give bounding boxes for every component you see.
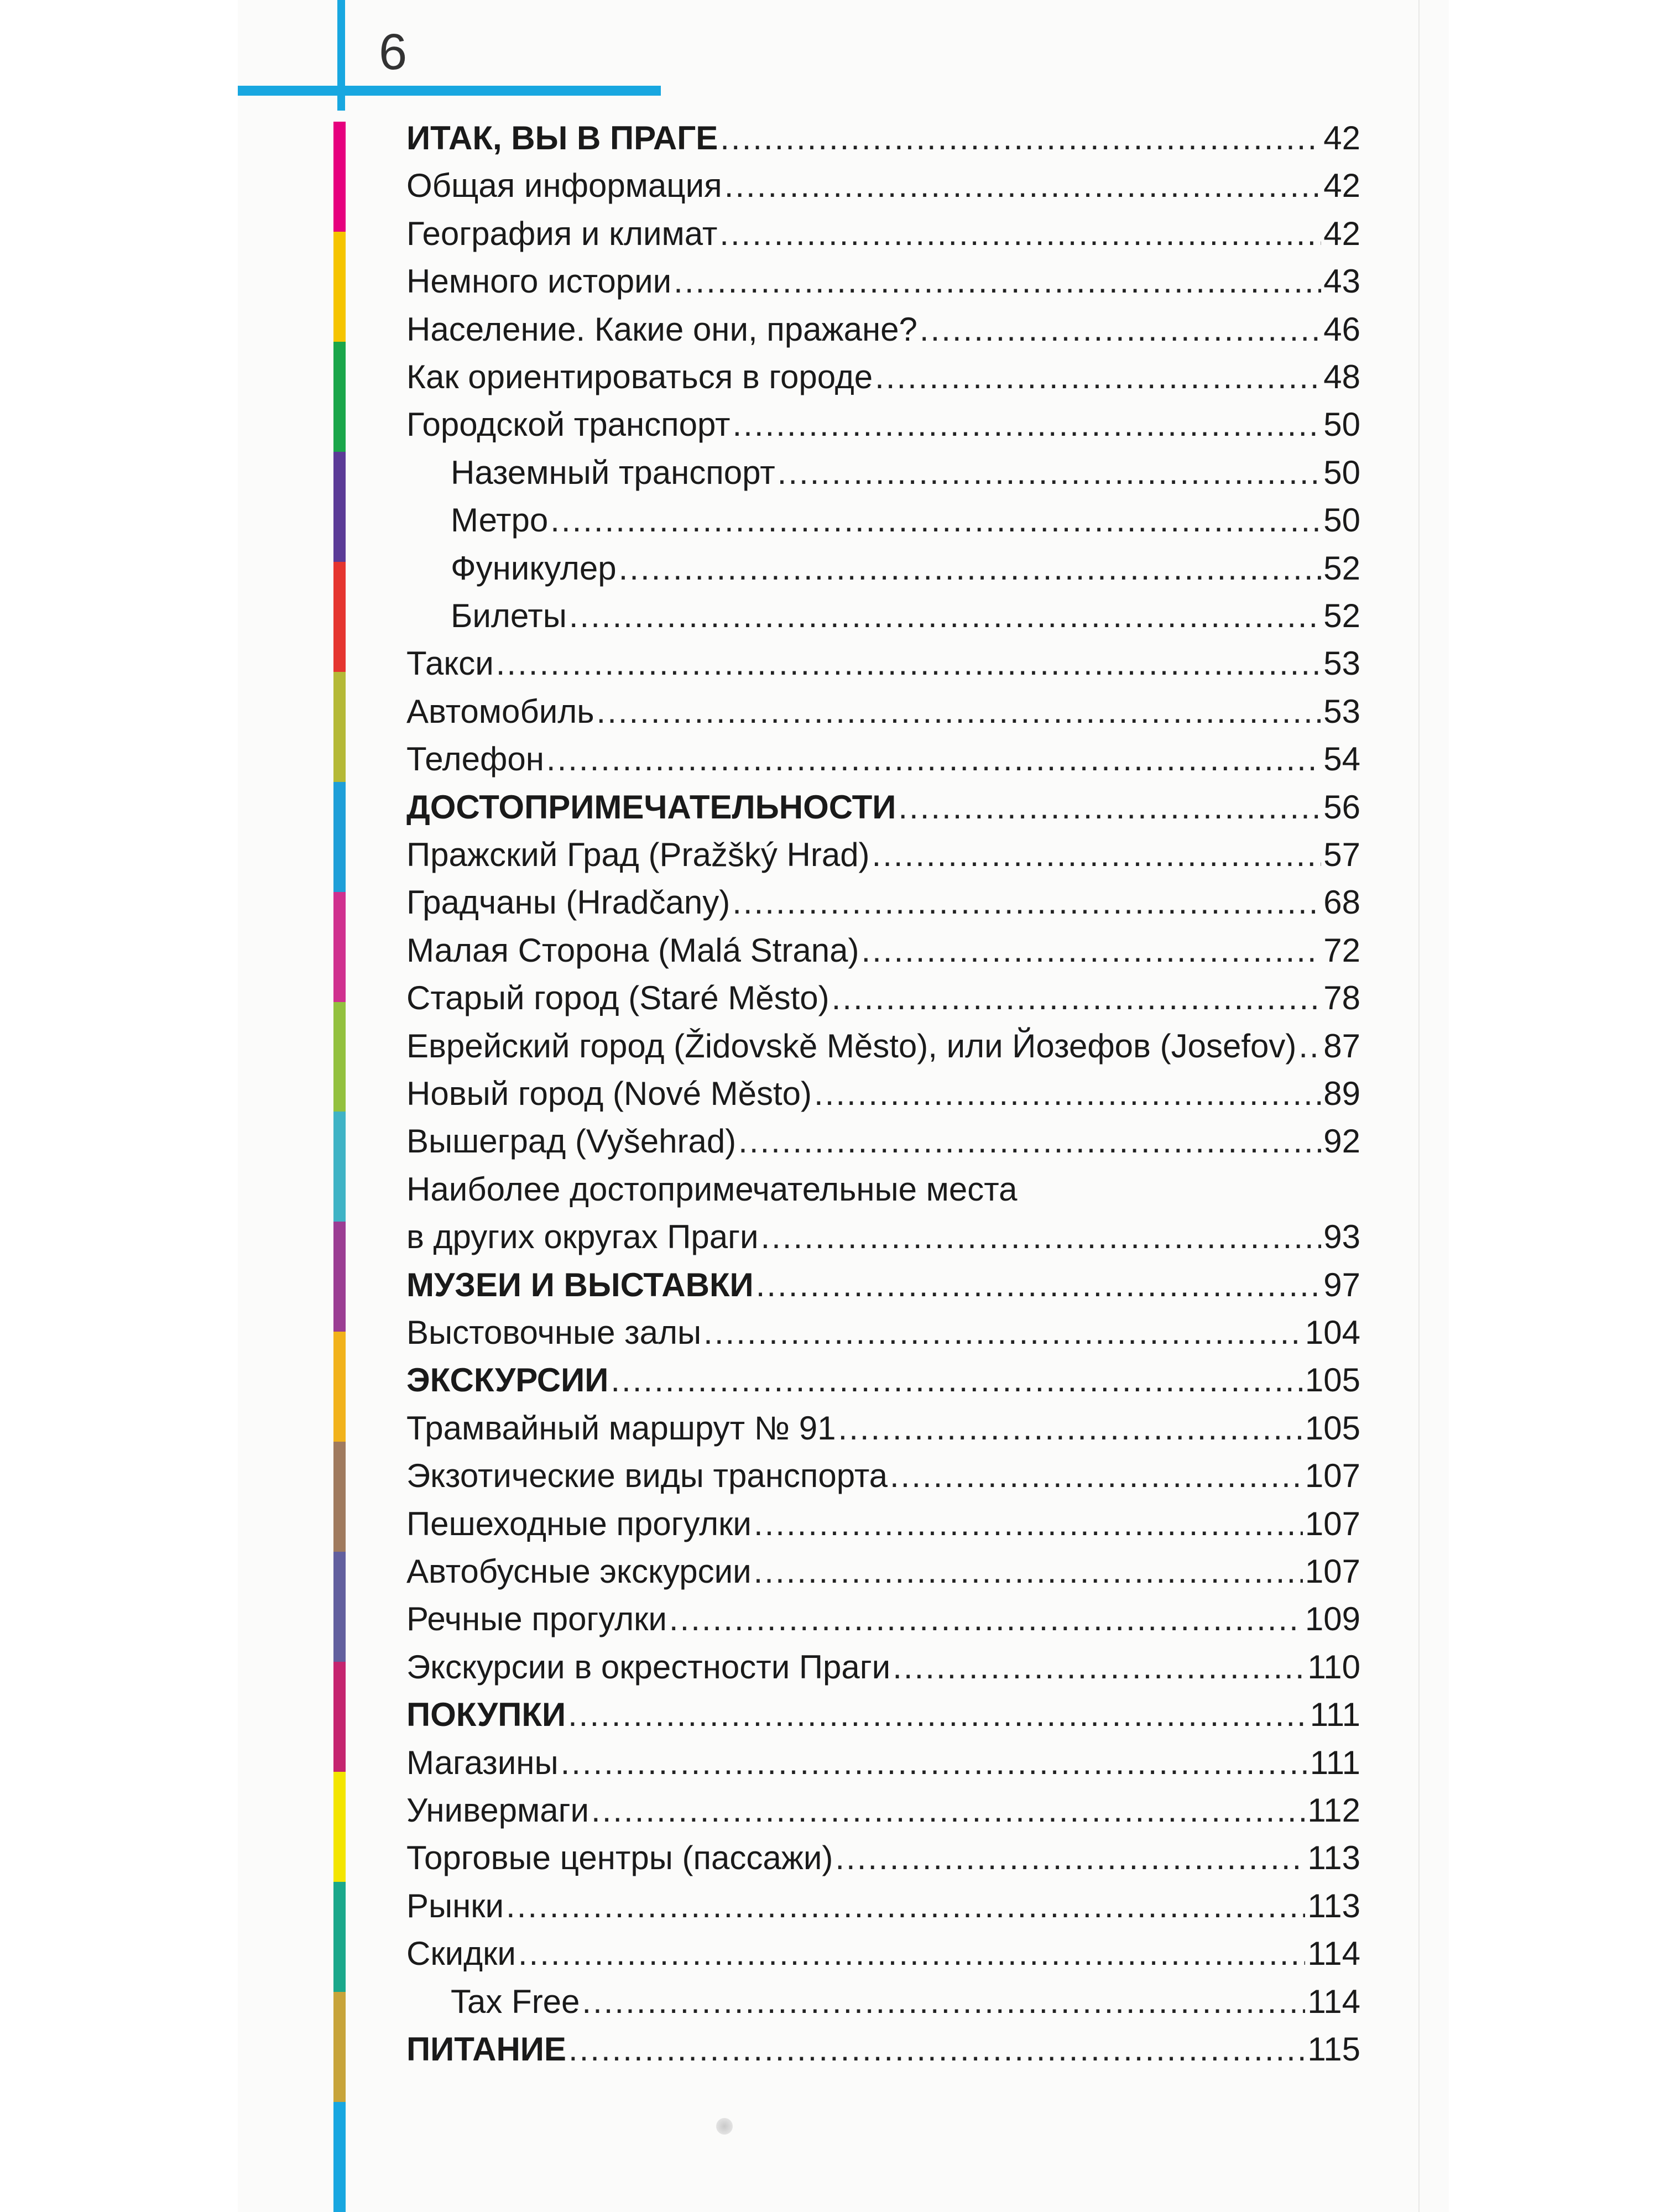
toc-entry[interactable] — [406, 358, 1360, 397]
color-index-segment — [333, 1772, 346, 1882]
toc-dot-leader — [835, 1839, 1305, 1877]
toc-entry-title: Экскурсии в окрестности Праги — [406, 1648, 891, 1686]
toc-entry[interactable] — [406, 1983, 1360, 2021]
toc-entry[interactable] — [406, 1934, 1360, 1973]
toc-entry-page: 42 — [1323, 167, 1360, 205]
color-index-segment — [333, 1442, 346, 1552]
toc-entry[interactable] — [406, 836, 1360, 874]
toc-entry-page: 43 — [1323, 263, 1360, 300]
toc-entry[interactable] — [406, 979, 1360, 1018]
toc-entry[interactable] — [406, 1266, 1360, 1305]
toc-entry-title: Tax Free — [451, 1983, 580, 2020]
toc-entry-page: 50 — [1323, 502, 1360, 539]
toc-entry-title: Выстовочные залы — [406, 1314, 702, 1351]
color-index-segment — [333, 232, 346, 342]
toc-dot-leader — [733, 405, 1322, 444]
toc-dot-leader — [1298, 1027, 1321, 1066]
toc-entry[interactable] — [406, 1122, 1360, 1161]
toc-entry[interactable] — [406, 883, 1360, 922]
toc-dot-leader — [756, 1266, 1322, 1305]
toc-entry-page: 105 — [1305, 1361, 1360, 1399]
toc-entry-page: 92 — [1323, 1123, 1360, 1160]
color-index-segment — [333, 1552, 346, 1662]
toc-entry-page: 53 — [1323, 645, 1360, 682]
toc-dot-leader — [920, 310, 1321, 349]
toc-entry-title: Магазины — [406, 1744, 559, 1781]
toc-dot-leader — [703, 1313, 1303, 1352]
toc-entry[interactable] — [406, 262, 1360, 301]
toc-entry-title: Торговые центры (пассажи) — [406, 1839, 833, 1877]
toc-entry[interactable] — [406, 692, 1360, 731]
color-index-segment — [333, 782, 346, 892]
toc-entry-page: 52 — [1323, 549, 1360, 587]
chapter-color-index — [333, 122, 346, 2212]
toc-entry-page: 113 — [1307, 1887, 1360, 1924]
color-index-segment — [333, 342, 346, 452]
toc-entry-page: 52 — [1323, 597, 1360, 634]
toc-entry-page: 105 — [1305, 1409, 1360, 1447]
color-index-segment — [333, 1112, 346, 1222]
toc-entry-title: Еврейский город (Židovskě Město), или Йозефов (Josefov) — [406, 1027, 1297, 1065]
toc-dot-leader — [732, 883, 1321, 922]
toc-entry-page: 111 — [1310, 1744, 1360, 1781]
toc-entry-title: ЭКСКУРСИИ — [406, 1361, 609, 1399]
toc-entry[interactable] — [406, 1313, 1360, 1352]
toc-entry[interactable] — [406, 597, 1360, 635]
toc-dot-leader — [518, 1934, 1305, 1973]
color-index-segment — [333, 562, 346, 672]
toc-entry[interactable] — [406, 1074, 1360, 1113]
toc-entry-page: 42 — [1323, 119, 1360, 156]
toc-entry-page: 109 — [1305, 1600, 1360, 1638]
toc-entry[interactable] — [406, 119, 1360, 158]
toc-entry-title: Население. Какие они, пражане? — [406, 310, 917, 348]
toc-entry-title: в других округах Праги — [406, 1218, 759, 1256]
toc-entry-title: Городской транспорт — [406, 406, 731, 444]
toc-entry-page: 42 — [1323, 215, 1360, 252]
toc-dot-leader — [506, 1887, 1305, 1926]
toc-entry-page: 57 — [1323, 836, 1360, 873]
toc-dot-leader — [761, 1218, 1322, 1256]
toc-entry-page: 107 — [1305, 1457, 1360, 1495]
toc-entry-title: Такси — [406, 645, 494, 682]
toc-entry-page: 107 — [1305, 1505, 1360, 1542]
toc-entry-page: 72 — [1323, 931, 1360, 969]
page-edge — [1418, 0, 1420, 2212]
toc-entry-page: 53 — [1323, 692, 1360, 730]
color-index-segment — [333, 1992, 346, 2102]
toc-dot-leader — [861, 931, 1321, 970]
toc-entry-title: Старый город (Staré Město) — [406, 979, 830, 1017]
toc-entry[interactable] — [406, 1839, 1360, 1877]
toc-entry-title: ДОСТОПРИМЕЧАТЕЛЬНОСТИ — [406, 788, 896, 826]
toc-entry[interactable] — [406, 1887, 1360, 1926]
toc-dot-leader — [496, 644, 1321, 683]
toc-entry[interactable] — [406, 405, 1360, 444]
toc-dot-leader — [546, 740, 1321, 779]
toc-entry[interactable] — [406, 1744, 1360, 1782]
toc-dot-leader — [724, 166, 1322, 205]
color-index-segment — [333, 1222, 346, 1332]
toc-entry-title: Трамвайный маршрут № 91 — [406, 1409, 836, 1447]
toc-entry-title: Наиболее достопримечательные места — [406, 1170, 1018, 1208]
toc-entry[interactable] — [406, 2030, 1360, 2069]
toc-entry-title: Рынки — [406, 1887, 504, 1924]
toc-entry-title: Новый город (Nové Město) — [406, 1075, 812, 1112]
color-index-segment — [333, 672, 346, 782]
color-index-segment — [333, 452, 346, 562]
toc-entry[interactable] — [406, 1695, 1360, 1734]
toc-entry[interactable] — [406, 644, 1360, 683]
toc-entry-page: 110 — [1307, 1648, 1360, 1686]
toc-entry-title: География и климат — [406, 215, 718, 252]
color-index-segment — [333, 892, 346, 1002]
toc-entry-title: Телефон — [406, 740, 544, 778]
toc-entry-title: Вышеград (Vyšehrad) — [406, 1123, 737, 1160]
toc-entry[interactable] — [406, 931, 1360, 970]
toc-dot-leader — [568, 1695, 1308, 1734]
toc-dot-leader — [898, 788, 1321, 827]
toc-entry[interactable] — [406, 1505, 1360, 1543]
toc-dot-leader — [838, 1409, 1303, 1448]
toc-entry-page: 87 — [1323, 1027, 1360, 1065]
toc-entry-title: Пешеходные прогулки — [406, 1505, 752, 1542]
toc-dot-leader — [720, 119, 1321, 158]
toc-entry-title: МУЗЕИ И ВЫСТАВКИ — [406, 1266, 754, 1303]
toc-entry[interactable] — [406, 501, 1360, 540]
toc-entry-title: Метро — [451, 502, 549, 539]
toc-dot-leader — [591, 1791, 1305, 1830]
toc-entry-page: 114 — [1307, 1983, 1360, 2020]
toc-entry-page: 107 — [1305, 1553, 1360, 1590]
toc-entry[interactable] — [406, 740, 1360, 779]
toc-entry-title: ПОКУПКИ — [406, 1696, 566, 1734]
toc-entry-page: 115 — [1307, 2031, 1360, 2068]
toc-dot-leader — [890, 1457, 1303, 1495]
toc-entry-page: 48 — [1323, 358, 1360, 395]
toc-entry-title: Билеты — [451, 597, 567, 634]
toc-entry-title: Экзотические виды транспорта — [406, 1457, 888, 1495]
toc-entry[interactable] — [406, 1170, 1360, 1209]
toc-dot-leader — [550, 501, 1321, 540]
toc-entry-title: Немного истории — [406, 263, 672, 300]
toc-dot-leader — [719, 215, 1321, 253]
paper-speck — [716, 2118, 733, 2135]
toc-entry[interactable] — [406, 166, 1360, 205]
toc-entry-title: Пражский Град (Pražšký Hrad) — [406, 836, 870, 873]
toc-entry[interactable] — [406, 310, 1360, 349]
color-index-segment — [333, 122, 346, 232]
toc-entry-page: 112 — [1307, 1792, 1360, 1829]
toc-dot-leader — [582, 1983, 1305, 2021]
toc-entry-page: 50 — [1323, 406, 1360, 444]
toc-entry-page: 50 — [1323, 453, 1360, 491]
toc-dot-leader — [568, 2030, 1305, 2069]
toc-entry-title: Автомобиль — [406, 692, 594, 730]
toc-entry-page: 68 — [1323, 884, 1360, 921]
toc-entry-title: Фуникулер — [451, 549, 617, 587]
toc-entry[interactable] — [406, 1600, 1360, 1639]
toc-dot-leader — [872, 836, 1322, 874]
toc-entry[interactable] — [406, 1791, 1360, 1830]
toc-entry-page: 97 — [1323, 1266, 1360, 1303]
toc-entry-title: Речные прогулки — [406, 1600, 667, 1638]
toc-entry[interactable] — [406, 1027, 1360, 1066]
toc-entry-page: 89 — [1323, 1075, 1360, 1112]
toc-entry-page: 78 — [1323, 979, 1360, 1017]
toc-entry-title: Наземный транспорт — [451, 453, 775, 491]
header-horizontal-rule — [238, 86, 661, 96]
toc-dot-leader — [561, 1744, 1308, 1782]
toc-dot-leader — [674, 262, 1321, 301]
color-index-segment — [333, 1002, 346, 1112]
toc-entry[interactable] — [406, 1552, 1360, 1591]
toc-entry[interactable] — [406, 1457, 1360, 1495]
toc-entry-title: Автобусные экскурсии — [406, 1553, 752, 1590]
toc-entry[interactable] — [406, 1361, 1360, 1400]
toc-dot-leader — [619, 549, 1322, 588]
toc-dot-leader — [569, 597, 1321, 635]
toc-entry-title: ИТАК, ВЫ В ПРАГЕ — [406, 119, 718, 156]
color-index-segment — [333, 1882, 346, 1992]
toc-entry[interactable] — [406, 1218, 1360, 1256]
toc-entry-title: ПИТАНИЕ — [406, 2031, 566, 2068]
toc-dot-leader — [611, 1361, 1303, 1400]
toc-entry[interactable] — [406, 1409, 1360, 1448]
toc-entry-title: Малая Сторона (Malá Strana) — [406, 931, 859, 969]
toc-entry-page: 104 — [1305, 1314, 1360, 1351]
toc-entry-page: 114 — [1307, 1935, 1360, 1973]
color-index-segment — [333, 2102, 346, 2212]
toc-entry-page: 113 — [1307, 1839, 1360, 1877]
toc-entry-page: 54 — [1323, 740, 1360, 778]
toc-entry-title: Общая информация — [406, 167, 722, 205]
toc-entry-page: 111 — [1310, 1696, 1360, 1734]
toc-entry-page: 93 — [1323, 1218, 1360, 1256]
toc-dot-leader — [875, 358, 1321, 397]
toc-dot-leader — [754, 1552, 1303, 1591]
color-index-segment — [333, 1662, 346, 1772]
toc-dot-leader — [893, 1648, 1305, 1687]
color-index-segment — [333, 1332, 346, 1442]
toc-entry[interactable] — [406, 788, 1360, 827]
toc-dot-leader — [669, 1600, 1303, 1639]
toc-entry[interactable] — [406, 453, 1360, 492]
toc-dot-leader — [597, 692, 1322, 731]
toc-entry-title: Градчаны (Hradčany) — [406, 884, 731, 921]
toc-entry-page: 46 — [1323, 310, 1360, 348]
toc-entry-title: Как ориентироваться в городе — [406, 358, 873, 395]
toc-dot-leader — [738, 1122, 1321, 1161]
toc-entry[interactable] — [406, 215, 1360, 253]
page-number: 6 — [379, 24, 408, 80]
toc-entry-title: Универмаги — [406, 1792, 589, 1829]
toc-entry[interactable] — [406, 1648, 1360, 1687]
toc-entry[interactable] — [406, 549, 1360, 588]
toc-dot-leader — [754, 1505, 1303, 1543]
toc-entry-page: 56 — [1323, 788, 1360, 826]
toc-dot-leader — [778, 453, 1322, 492]
toc-dot-leader — [832, 979, 1322, 1018]
toc-dot-leader — [814, 1074, 1321, 1113]
toc-entry-title: Скидки — [406, 1935, 516, 1973]
